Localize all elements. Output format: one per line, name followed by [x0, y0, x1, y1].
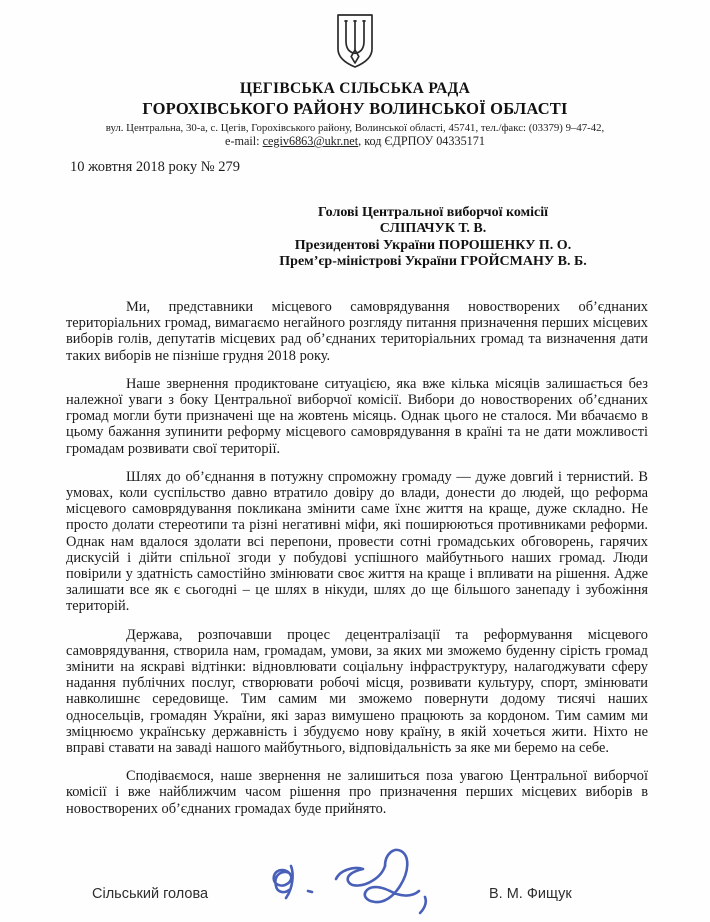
paragraph: Держава, розпочавши процес децентралізації та реформування місцевого самоврядування, створила нам, громадам, умови, за яких ми зможемо буденну сірість громад змінити на яскраві відтінки: відновлювати соціальну інфраструктуру, налагоджувати сферу надання публічних послуг, створювати робочі місця, розвивати культуру, спорт, змінювати навколишнє середовище. Тим самим ми зможемо повернути додому тисячі наших односельців, громадян України, які зараз вимушено працюють за кордоном. Тим самим ми зміцнюємо українську державність і збудуємо нову країну, в якій хочеться жити. Ніхто не вправі ставати на заваді нашого майбутнього, відповідальність за яке ми беремо на себе. — [66, 626, 648, 757]
edrpou-code: , код ЄДРПОУ 04335171 — [358, 134, 485, 148]
addressee-line: СЛІПАЧУК Т. В. — [379, 221, 487, 237]
org-name-line1: ЦЕГІВСЬКА СІЛЬСЬКА РАДА — [239, 80, 471, 97]
letter-body — [66, 299, 648, 817]
addressee-line: Президентові України ПОРОШЕНКУ П. О. — [294, 237, 572, 253]
org-name-line2: ГОРОХІВСЬКОГО РАЙОНУ ВОЛИНСЬКОЇ ОБЛАСТІ — [142, 99, 568, 118]
paragraph: Ми, представники місцевого самоврядування новостворених об’єднаних територіальних громад, вимагаємо негайного розгляду питання призначення перших місцевих виборів голів, депутатів місцевих рад об’єднаних територіальних громад та визначення дати таких виборів не пізніше грудня 2018 року. — [66, 299, 648, 364]
addressee-line: Прем’єр-міністрові України ГРОЙСМАНУ В. Б. — [279, 253, 587, 269]
ukraine-trident-emblem-icon — [333, 13, 377, 74]
paragraph: Сподіваємося, наше звернення не залишиться поза увагою Центральної виборчої комісії і вже найближчим часом рішення про призначення перших місцевих виборів в новостворених об’єднаних громадах буде прийнято. — [66, 768, 648, 817]
signer-name-label: В. М. Фищук — [489, 886, 572, 902]
paragraph: Шлях до об’єднання в потужну спроможну громаду — дуже довгий і тернистий. В умовах, коли суспільство давно втратило довіру до влади, донести до людей, що реформа місцевого самоврядування покликана змінити саме їхнє життя на краще, дуже складно. Не просто долати стереотипи та різні негативні міфи, які поширюються противниками реформи. Однак нам вдалося здолати всі перепони, провести сотні громадських обговорень, гарячих дискусій і дійти спільної згоди у побудові успішного майбутнього наших громад. Люди повірили у здатність самостійно змінювати своє життя на краще і впливати на рішення. Адже залишати все як є сьогодні – це шлях в нікуди, шлях до ще більшого занепаду і зубожіння територій. — [66, 468, 648, 615]
org-contact-line — [0, 134, 710, 149]
addressee-block — [233, 205, 633, 270]
org-address-line: вул. Центральна, 30-а, с. Цегів, Горохівського району, Волинської області, 45741, тел./факс: (03379) 9–47-42, — [105, 122, 605, 134]
email-label: e-mail: — [225, 134, 263, 148]
signer-position-label: Сільський голова — [92, 886, 209, 902]
addressee-line: Голові Центральної виборчої комісії — [318, 205, 548, 220]
handwritten-signature-icon — [258, 842, 468, 922]
paragraph: Наше звернення продиктоване ситуацією, яка вже кілька місяців залишається без належної уваги з боку Центральної виборчої комісії. Вибори до новостворених об’єднаних громад могли бути призначені ще на жовтень місяць. Однак цього не сталося. Ми вбачаємо в цьому бажання зупинити реформу місцевого самоврядування в країні та не дати можливості громадам розвивати свої території. — [66, 375, 648, 457]
date-and-number-line: 10 жовтня 2018 року № 279 — [70, 159, 240, 175]
email-address: cegiv6863@ukr.net — [262, 134, 359, 148]
